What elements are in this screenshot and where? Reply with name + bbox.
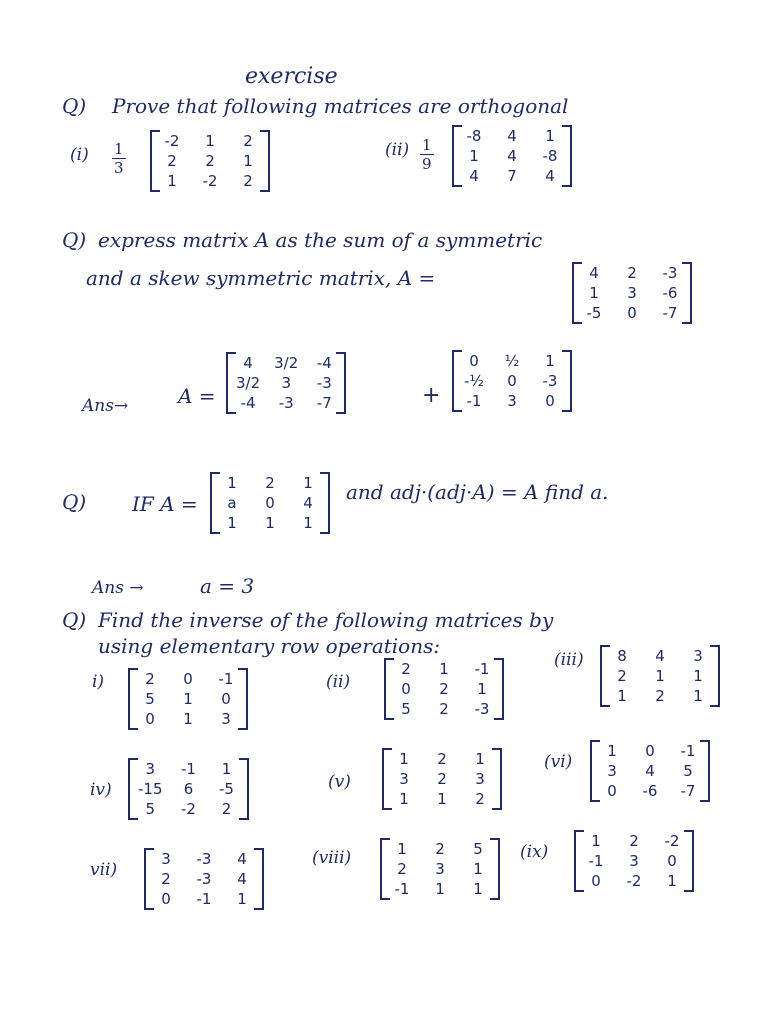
matrix-cell: 1 <box>693 687 703 705</box>
matrix-cell: -1 <box>181 760 196 778</box>
matrix-cell: 1 <box>437 790 447 808</box>
matrix-cell: 1 <box>265 514 275 532</box>
matrix-cell: 2 <box>437 770 447 788</box>
matrix-cell: 1 <box>693 667 703 685</box>
matrix-cell: 3/2 <box>274 354 299 372</box>
q4-text-line1: Find the inverse of the following matrices by <box>98 608 554 632</box>
matrix-cell: 0 <box>667 852 677 870</box>
plus-sign: + <box>422 383 441 408</box>
matrix-cell: a <box>227 494 237 512</box>
matrix-cell: 5 <box>473 840 483 858</box>
q4-matrix-2 <box>384 658 504 720</box>
matrix-cell: -1 <box>588 852 604 870</box>
matrix-cell: 4 <box>507 147 517 165</box>
matrix-cell: 6 <box>183 780 194 798</box>
matrix-cell: -2 <box>202 172 218 190</box>
matrix-cell: -4 <box>316 354 332 372</box>
matrix-cell: 4 <box>645 762 655 780</box>
matrix-cell: 0 <box>591 872 601 890</box>
q1-part-ii-label: (ii) <box>385 140 410 160</box>
q4-matrix-4 <box>128 758 249 820</box>
q1-part-i-label: (i) <box>70 145 89 165</box>
matrix-cell: 2 <box>437 750 447 768</box>
q4-matrix-7 <box>144 848 264 910</box>
matrix-cell: 3 <box>629 852 639 870</box>
matrix-cell: 3/2 <box>236 374 261 392</box>
fraction-numerator: 1 <box>114 140 124 158</box>
q2-label: Q) <box>62 228 87 252</box>
matrix-cell: 1 <box>545 127 555 145</box>
q3-text-if: IF A = <box>132 492 198 516</box>
matrix-grid <box>394 660 494 718</box>
matrix-cell: 1 <box>591 832 601 850</box>
matrix-cell: -2 <box>664 832 680 850</box>
matrix-cell: 0 <box>607 782 617 800</box>
fraction-numerator: 1 <box>422 136 432 154</box>
matrix-cell: -2 <box>626 872 642 890</box>
matrix-cell: 1 <box>183 690 193 708</box>
q4-matrix-6-label: (vi) <box>544 752 573 772</box>
matrix-cell: 4 <box>469 167 479 185</box>
matrix-cell: -3 <box>474 700 490 718</box>
matrix-cell: -5 <box>586 304 602 322</box>
matrix-cell: 2 <box>167 152 177 170</box>
matrix-cell: 1 <box>655 667 665 685</box>
matrix-cell: -1 <box>218 670 234 688</box>
matrix-cell: 1 <box>667 872 677 890</box>
page-title: exercise <box>245 64 338 89</box>
q1-part-i-matrix <box>150 130 270 192</box>
q4-text-line2: using elementary row operations: <box>98 634 441 658</box>
matrix-cell: -1 <box>196 890 212 908</box>
matrix-grid <box>600 742 700 800</box>
matrix-grid <box>462 127 562 185</box>
matrix-cell: 3 <box>435 860 445 878</box>
matrix-cell: 0 <box>221 690 231 708</box>
q2-answer-equals: A = <box>178 384 216 408</box>
matrix-cell: 1 <box>227 474 237 492</box>
matrix-cell: -15 <box>138 780 163 798</box>
matrix-grid <box>154 850 254 908</box>
matrix-cell: -3 <box>278 394 294 412</box>
matrix-cell: 1 <box>243 152 253 170</box>
matrix-cell: 3 <box>693 647 703 665</box>
q1-part-ii-matrix <box>452 125 572 187</box>
matrix-grid <box>160 132 260 190</box>
q1-part-ii-fraction <box>420 136 434 173</box>
matrix-cell: 1 <box>399 790 409 808</box>
matrix-cell: -1 <box>394 880 410 898</box>
matrix-cell: 3 <box>399 770 409 788</box>
matrix-cell: 0 <box>183 670 193 688</box>
q4-matrix-4-label: iv) <box>90 780 112 800</box>
matrix-cell: 1 <box>475 750 485 768</box>
matrix-cell: -3 <box>316 374 332 392</box>
matrix-cell: 2 <box>617 667 627 685</box>
matrix-grid <box>584 832 684 890</box>
matrix-cell: -2 <box>181 800 196 818</box>
matrix-cell: 2 <box>243 172 253 190</box>
matrix-grid <box>220 474 320 532</box>
matrix-cell: 0 <box>627 304 637 322</box>
matrix-cell: -6 <box>642 782 658 800</box>
matrix-cell: 1 <box>439 660 449 678</box>
matrix-cell: 2 <box>397 860 407 878</box>
q4-matrix-8-label: (viii) <box>312 848 352 868</box>
matrix-cell: 4 <box>655 647 665 665</box>
matrix-cell: -1 <box>466 392 482 410</box>
matrix-cell: -5 <box>219 780 234 798</box>
matrix-cell: 3 <box>145 760 156 778</box>
matrix-cell: 3 <box>475 770 485 788</box>
matrix-cell: -7 <box>680 782 696 800</box>
matrix-cell: 2 <box>265 474 275 492</box>
matrix-cell: 0 <box>265 494 275 512</box>
matrix-cell: 3 <box>627 284 637 302</box>
q3-label: Q) <box>62 490 87 514</box>
fraction-denominator: 9 <box>422 155 432 173</box>
matrix-cell: -3 <box>542 372 558 390</box>
matrix-cell: 5 <box>145 690 155 708</box>
q2-text-line1: express matrix A as the sum of a symmetric <box>98 228 543 252</box>
matrix-cell: 2 <box>439 680 449 698</box>
matrix-cell: 7 <box>507 167 517 185</box>
matrix-cell: 1 <box>397 840 407 858</box>
q2-skew-matrix <box>452 350 572 412</box>
matrix-cell: 2 <box>475 790 485 808</box>
matrix-cell: 5 <box>145 800 156 818</box>
matrix-cell: 4 <box>589 264 599 282</box>
matrix-cell: 2 <box>629 832 639 850</box>
matrix-cell: -3 <box>196 870 212 888</box>
matrix-cell: 2 <box>205 152 215 170</box>
matrix-cell: 1 <box>617 687 627 705</box>
matrix-cell: 3 <box>221 710 231 728</box>
matrix-cell: 1 <box>589 284 599 302</box>
matrix-cell: 3 <box>161 850 171 868</box>
matrix-grid <box>582 264 682 322</box>
matrix-cell: -½ <box>464 372 484 390</box>
matrix-cell: 4 <box>237 870 247 888</box>
matrix-cell: 2 <box>401 660 411 678</box>
matrix-cell: -6 <box>662 284 678 302</box>
matrix-grid <box>138 760 239 818</box>
matrix-cell: 4 <box>507 127 517 145</box>
matrix-cell: 3 <box>607 762 617 780</box>
matrix-cell: 0 <box>645 742 655 760</box>
matrix-cell: 1 <box>477 680 487 698</box>
q2-answer-label: Ans→ <box>82 396 129 416</box>
matrix-cell: 4 <box>545 167 555 185</box>
matrix-cell: 1 <box>221 760 232 778</box>
fraction-denominator: 3 <box>114 159 124 177</box>
matrix-cell: 2 <box>627 264 637 282</box>
matrix-cell: -4 <box>240 394 256 412</box>
matrix-cell: 5 <box>401 700 411 718</box>
matrix-cell: -3 <box>196 850 212 868</box>
q4-matrix-9 <box>574 830 694 892</box>
q1-part-i-fraction <box>112 140 126 177</box>
matrix-grid <box>610 647 710 705</box>
q4-matrix-8 <box>380 838 500 900</box>
matrix-grid <box>392 750 492 808</box>
matrix-grid <box>236 354 336 412</box>
matrix-cell: 0 <box>507 372 517 390</box>
matrix-cell: 5 <box>683 762 693 780</box>
matrix-cell: 1 <box>167 172 177 190</box>
matrix-cell: -7 <box>316 394 332 412</box>
matrix-cell: -7 <box>662 304 678 322</box>
q4-matrix-7-label: vii) <box>90 860 118 880</box>
matrix-cell: 4 <box>237 850 247 868</box>
matrix-cell: -8 <box>542 147 558 165</box>
q1-label: Q) <box>62 94 87 118</box>
matrix-cell: 1 <box>399 750 409 768</box>
matrix-cell: 1 <box>205 132 215 150</box>
q4-matrix-3 <box>600 645 720 707</box>
matrix-cell: 2 <box>435 840 445 858</box>
q3-text-rest: and adj·(adj·A) = A find a. <box>346 480 609 504</box>
matrix-cell: 0 <box>401 680 411 698</box>
matrix-cell: 0 <box>145 710 155 728</box>
matrix-cell: 1 <box>303 474 313 492</box>
matrix-cell: 1 <box>473 880 483 898</box>
matrix-cell: 0 <box>161 890 171 908</box>
matrix-cell: 1 <box>303 514 313 532</box>
q1-text: Prove that following matrices are orthogonal <box>112 94 569 118</box>
matrix-cell: 0 <box>545 392 555 410</box>
matrix-cell: ½ <box>504 352 520 370</box>
matrix-cell: 1 <box>607 742 617 760</box>
matrix-cell: -8 <box>466 127 482 145</box>
q4-matrix-9-label: (ix) <box>520 842 549 862</box>
matrix-cell: 1 <box>227 514 237 532</box>
matrix-cell: -1 <box>680 742 696 760</box>
q4-matrix-6 <box>590 740 710 802</box>
q4-label: Q) <box>62 608 87 632</box>
q3-answer-value: a = 3 <box>200 574 255 598</box>
q4-matrix-3-label: (iii) <box>554 650 584 670</box>
matrix-grid <box>138 670 238 728</box>
matrix-cell: 2 <box>145 670 155 688</box>
matrix-cell: 1 <box>545 352 555 370</box>
q4-matrix-5 <box>382 748 502 810</box>
q4-matrix-1 <box>128 668 248 730</box>
q2-symmetric-matrix <box>226 352 346 414</box>
matrix-grid <box>462 352 562 410</box>
matrix-cell: 1 <box>469 147 479 165</box>
matrix-cell: -3 <box>662 264 678 282</box>
q2-matrix-a <box>572 262 692 324</box>
matrix-grid <box>390 840 490 898</box>
matrix-cell: 4 <box>303 494 313 512</box>
q4-matrix-5-label: (v) <box>328 772 351 792</box>
matrix-cell: 0 <box>469 352 479 370</box>
matrix-cell: 3 <box>507 392 517 410</box>
matrix-cell: 1 <box>237 890 247 908</box>
matrix-cell: 4 <box>243 354 253 372</box>
matrix-cell: 1 <box>183 710 193 728</box>
matrix-cell: 2 <box>161 870 171 888</box>
matrix-cell: -2 <box>164 132 180 150</box>
matrix-cell: 2 <box>439 700 449 718</box>
q4-matrix-1-label: i) <box>92 672 105 692</box>
matrix-cell: 1 <box>435 880 445 898</box>
matrix-cell: 2 <box>243 132 253 150</box>
matrix-cell: 2 <box>655 687 665 705</box>
q4-matrix-2-label: (ii) <box>326 672 351 692</box>
matrix-cell: 2 <box>221 800 232 818</box>
q2-text-line2: and a skew symmetric matrix, A = <box>86 266 436 290</box>
matrix-cell: -1 <box>474 660 490 678</box>
q3-answer-label: Ans → <box>92 578 144 598</box>
q3-matrix-a <box>210 472 330 534</box>
matrix-cell: 3 <box>281 374 291 392</box>
matrix-cell: 1 <box>473 860 483 878</box>
matrix-cell: 8 <box>617 647 627 665</box>
